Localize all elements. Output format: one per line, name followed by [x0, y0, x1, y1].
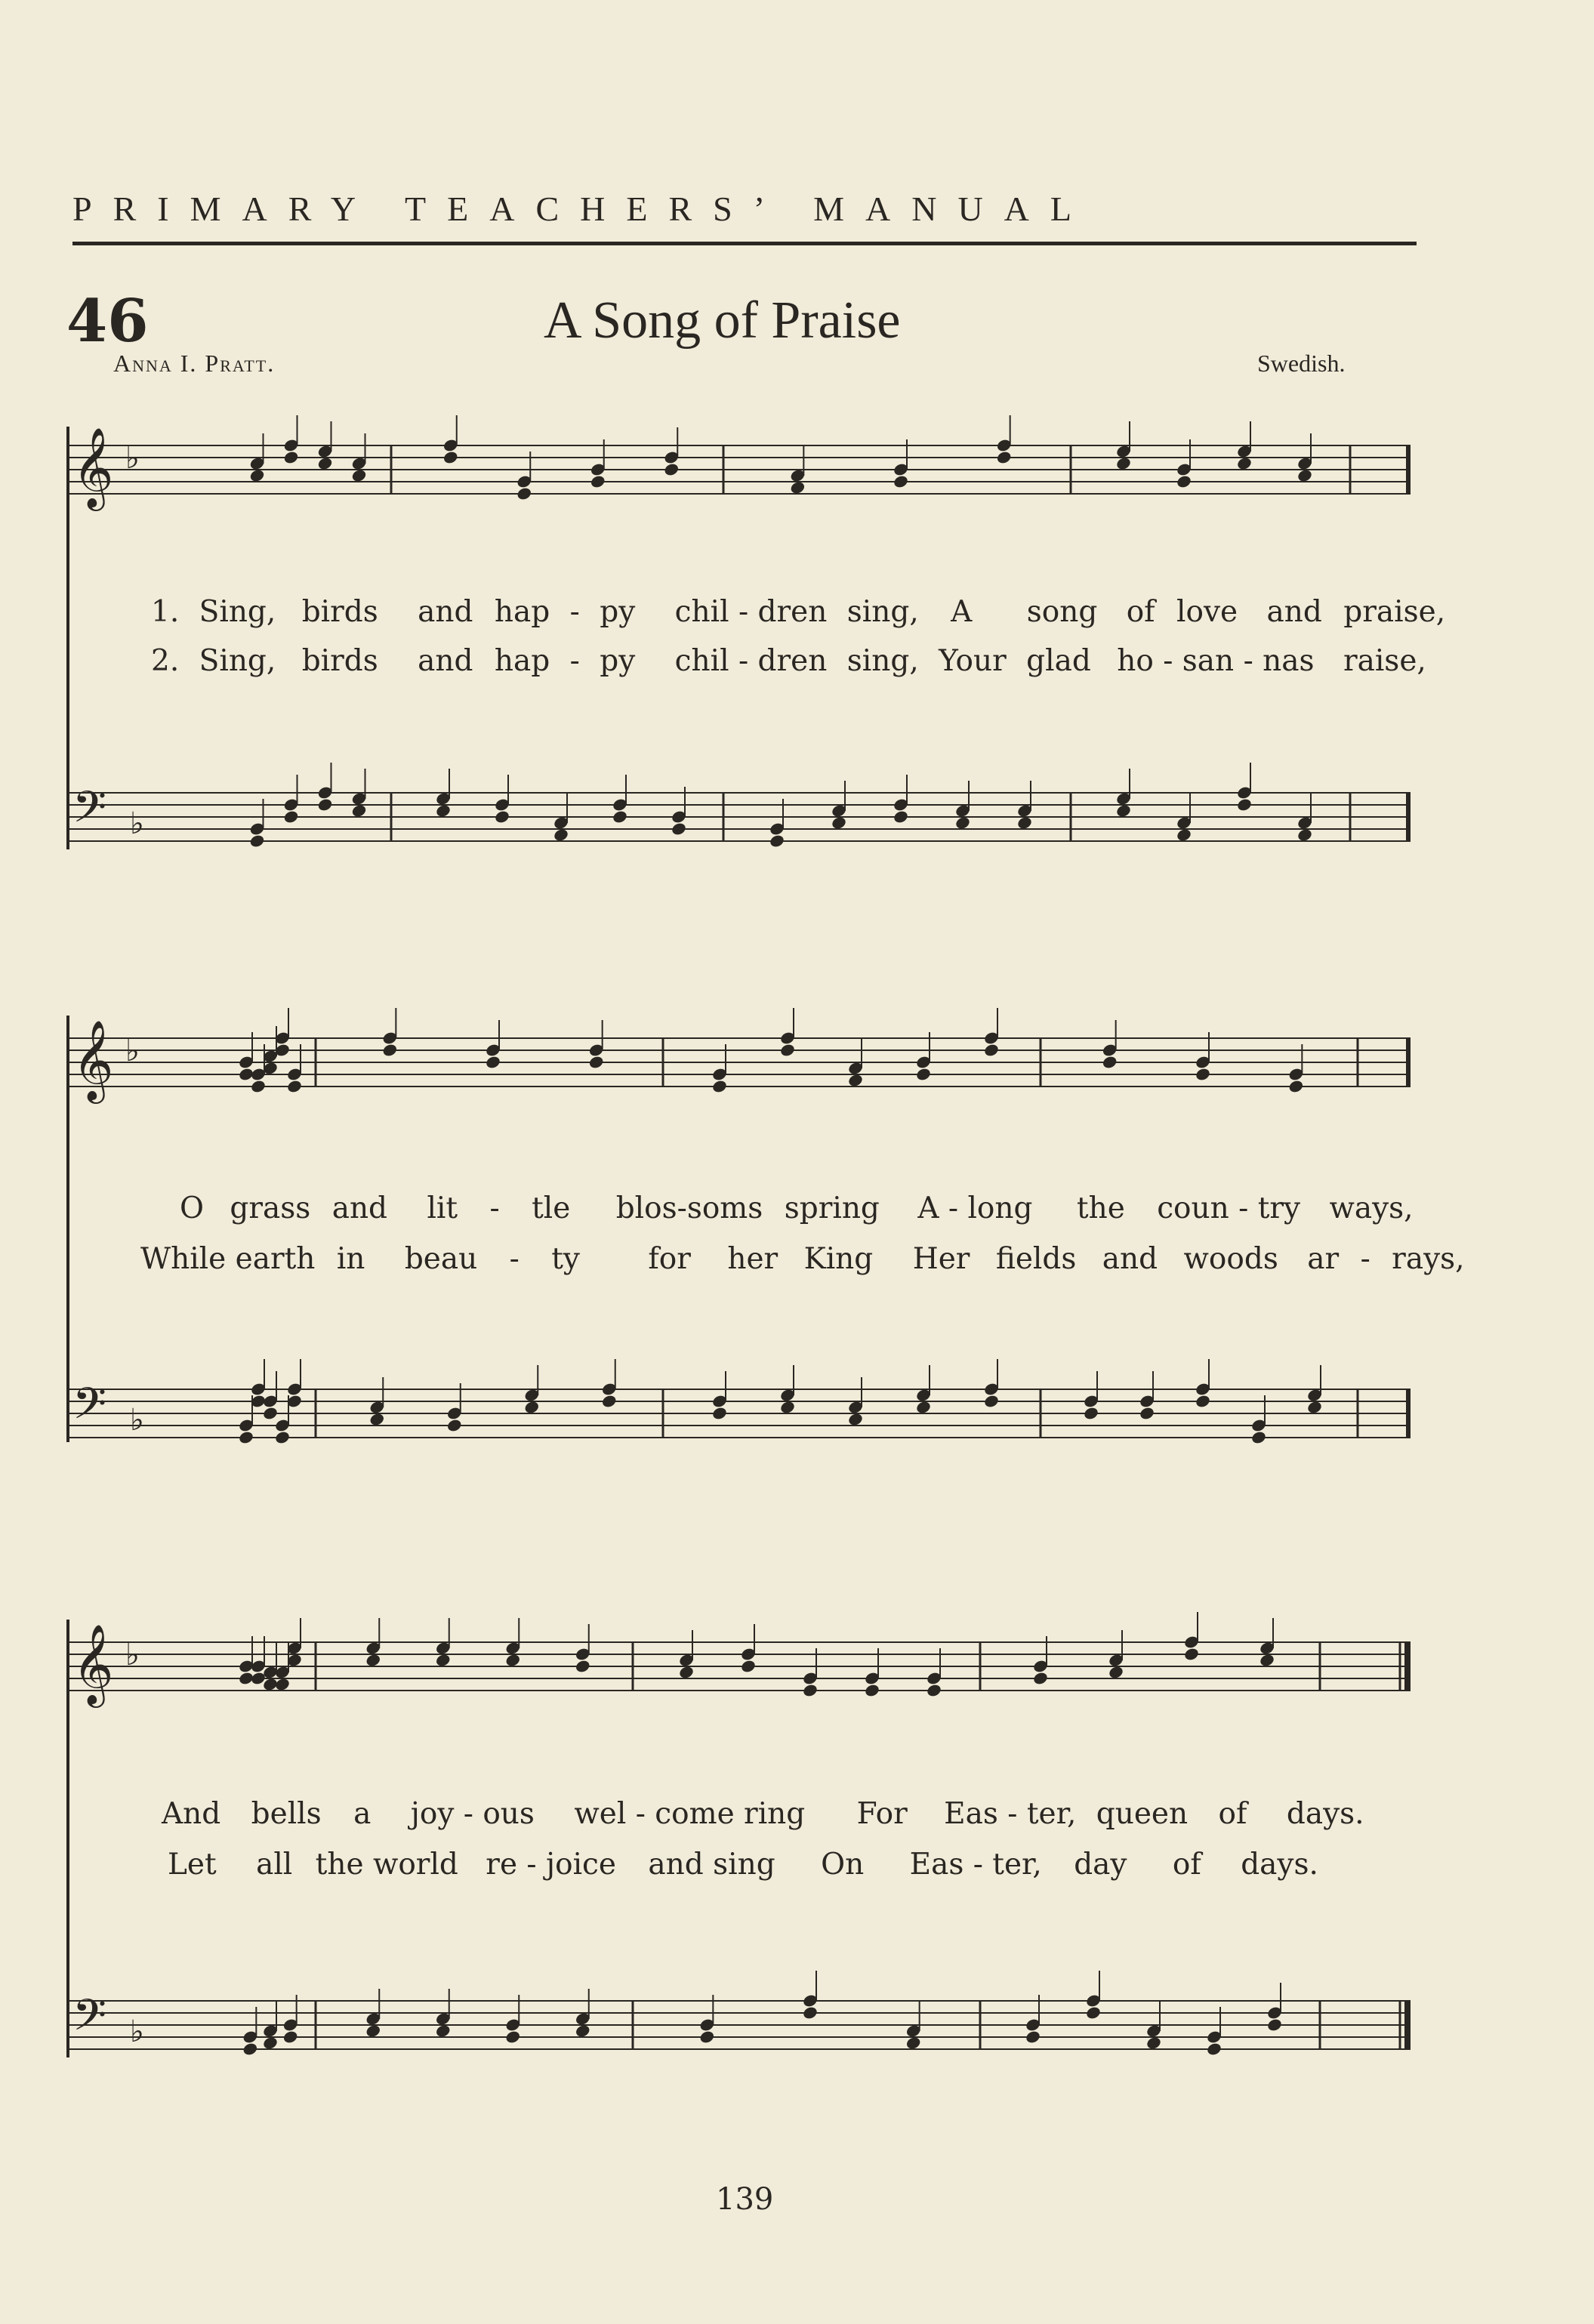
hymn-title: A Song of Praise [544, 291, 901, 350]
flat-icon: ♭ [125, 441, 140, 476]
note-head [262, 1406, 279, 1421]
hymn-source: Swedish. [1257, 350, 1346, 377]
note-head [1250, 1430, 1267, 1445]
note-head [1195, 1067, 1211, 1082]
flat-icon: ♭ [130, 806, 144, 841]
flat-icon: ♭ [130, 2014, 144, 2049]
note-head [1176, 474, 1192, 489]
running-header: PRIMARY TEACHERS’ MANUAL [72, 190, 1093, 228]
note-head [612, 809, 628, 824]
note-head [915, 1067, 932, 1082]
note-head [1236, 797, 1253, 812]
note-head [1287, 1079, 1304, 1094]
flat-icon: ♭ [130, 1403, 144, 1438]
note-head [893, 474, 909, 489]
note-head [286, 1079, 303, 1094]
note-head [698, 2030, 715, 2045]
note-head [282, 450, 299, 465]
note-head [316, 797, 333, 812]
note-head [381, 1043, 398, 1058]
note-head [248, 834, 265, 849]
note-head [1206, 2042, 1222, 2057]
note-head [663, 462, 680, 477]
note-head [1183, 1647, 1200, 1662]
note-head [242, 2042, 258, 2057]
note-head [504, 2030, 521, 2045]
note-head [671, 821, 687, 837]
bass-staff-2 [66, 1374, 1418, 1480]
note-head [1032, 1671, 1049, 1686]
note-head [926, 1683, 942, 1698]
bass-clef-icon: 𝄢 [72, 1990, 107, 2051]
lyric-line-2-verse-2: While earth in beau - ty for her King Her fields and woods ar - rays, [140, 1242, 1465, 1276]
note-head [740, 1659, 757, 1674]
flat-icon: ♭ [125, 1638, 140, 1672]
treble-clef-icon: 𝄞 [72, 427, 114, 507]
note-head [590, 474, 606, 489]
note-head [769, 834, 785, 849]
lyric-line-1-verse-2: 2. Sing, birds and hap - py chil - dren sing, Your glad ho - san - nas raise, [151, 644, 1426, 678]
note-head [1085, 2005, 1102, 2020]
treble-staff-1 [66, 427, 1418, 536]
note-head [494, 809, 510, 824]
lyric-line-2-verse-1: O grass and lit - tle blos-soms spring A - long the coun - try ways, [180, 1191, 1414, 1225]
hymn-number: 46 [66, 287, 149, 356]
note-head [1195, 1394, 1211, 1409]
note-head [442, 450, 459, 465]
lyric-line-1-verse-1: 1. Sing, birds and hap - py chil - dren sing, A song of love and praise, [151, 595, 1446, 629]
note-head [983, 1394, 1000, 1409]
header-rule [72, 242, 1417, 245]
bass-staff-1 [66, 778, 1418, 883]
note-head [588, 1055, 605, 1070]
treble-clef-icon: 𝄞 [72, 1019, 114, 1100]
bass-staff-3 [66, 1986, 1418, 2091]
note-head [996, 450, 1013, 465]
note-head [711, 1079, 728, 1094]
note-head [274, 1430, 291, 1445]
page-number: 139 [716, 2182, 774, 2217]
note-head [1025, 2030, 1041, 2045]
note-head [1102, 1055, 1118, 1070]
flat-icon: ♭ [125, 1034, 140, 1068]
note-head [282, 2030, 299, 2045]
note-head [1083, 1406, 1099, 1421]
note-head [516, 486, 532, 501]
treble-staff-2 [66, 1019, 1418, 1129]
bass-clef-icon: 𝄢 [72, 781, 107, 843]
lyric-line-3-verse-1: And bells a joy - ous wel - come ring For Eas - ter, queen of days. [162, 1797, 1364, 1831]
bass-clef-icon: 𝄢 [72, 1378, 107, 1440]
note-head [893, 809, 909, 824]
note-head [983, 1043, 1000, 1058]
note-head [802, 2005, 819, 2020]
note-head [575, 1659, 591, 1674]
note-head [250, 1079, 267, 1094]
note-head [282, 809, 299, 824]
note-head [446, 1418, 463, 1433]
note-head [601, 1394, 618, 1409]
note-head [238, 1430, 254, 1445]
note-head [864, 1683, 880, 1698]
note-head [1139, 1406, 1155, 1421]
note-head [779, 1043, 796, 1058]
treble-clef-icon: 𝄞 [72, 1623, 114, 1704]
treble-staff-3 [66, 1623, 1418, 1733]
note-head [711, 1406, 728, 1421]
hymn-author: Anna I. Pratt. [113, 350, 276, 377]
note-head [802, 1683, 819, 1698]
lyric-line-3-verse-2: Let all the world re - joice and sing On Eas - ter, day of days. [168, 1848, 1318, 1882]
note-head [485, 1055, 501, 1070]
note-head [1266, 2017, 1283, 2033]
